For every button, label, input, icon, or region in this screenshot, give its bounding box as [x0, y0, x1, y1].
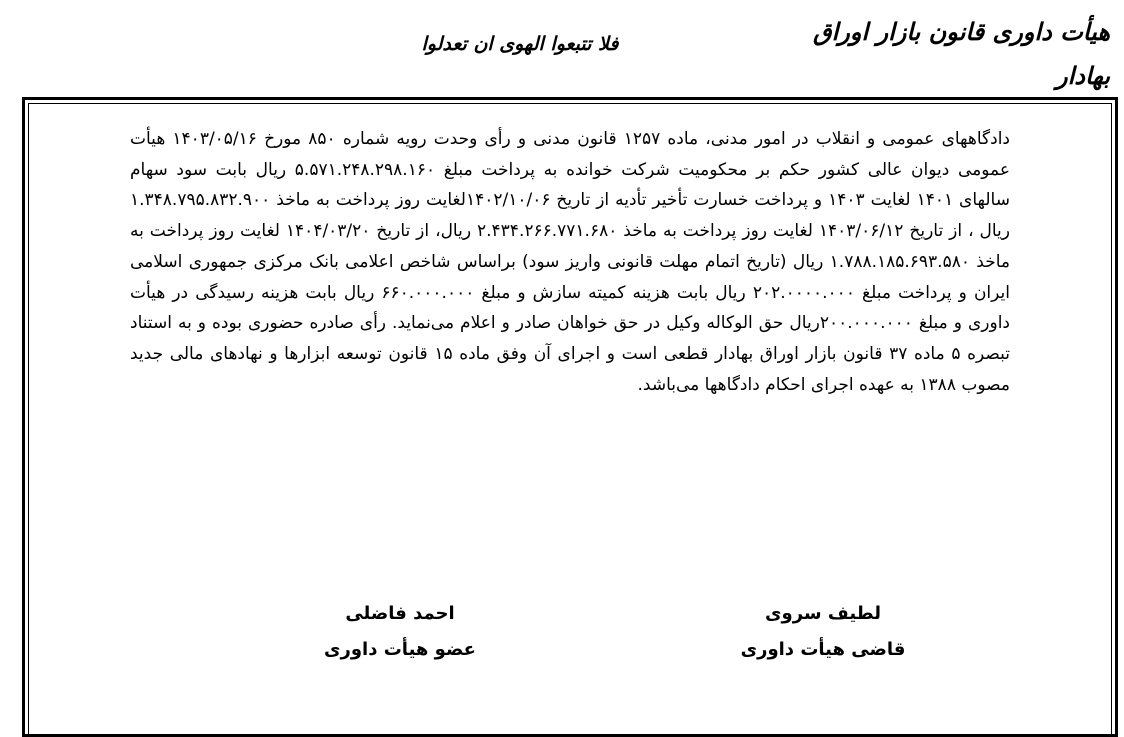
- ruling-text: [130, 124, 1010, 400]
- signature-member: [270, 596, 530, 668]
- signature-name: لطیف سروی: [765, 603, 881, 624]
- signature-name: احمد فاضلی: [345, 603, 455, 624]
- ruling-paragraph: دادگاههای عمومی و انقلاب در امور مدنی، ماده ۱۲۵۷ قانون مدنی و رأی وحدت رویه شماره ۸۵۰ مورخ ۱۴۰۳/۰۵/۱۶ هیأت عمومی دیوان عالی کشور حکم بر محکومیت شرکت خوانده به پرداخت مبلغ ۵.۵۷۱.۲۴۸.۲۹۸.۱۶۰ ریال بابت سود سهام سالهای ۱۴۰۱ لغایت ۱۴۰۳ و پرداخت خسارت تأخیر تأدیه از تاریخ ۱۴۰۲/۱۰/۰۶لغایت روز پرداخت به ماخذ ۱.۳۴۸.۷۹۵.۸۳۲.۹۰۰ ریال ، از تاریخ ۱۴۰۳/۰۶/۱۲ لغایت روز پرداخت به ماخذ ۲.۴۳۴.۲۶۶.۷۷۱.۶۸۰ ریال، از تاریخ ۱۴۰۴/۰۳/۲۰ لغایت روز پرداخت به ماخذ ۱.۷۸۸.۱۸۵.۶۹۳.۵۸۰ ریال (تاریخ اتمام مهلت قانونی واریز سود) براساس شاخص اعلامی بانک مرکزی جمهوری اسلامی ایران و پرداخت مبلغ ۲۰۲.۰۰۰۰.۰۰۰ ریال بابت هزینه کمیته سازش و مبلغ ۶۶۰.۰۰۰.۰۰۰ ریال بابت هزینه رسیدگی در هیأت داوری و مبلغ ۲۰۰.۰۰۰.۰۰۰ریال حق الوکاله وکیل در حق خواهان صادر و اعلام می‌نماید. رأی صادره حضوری بوده و به استناد تبصره ۵ ماده ۳۷ قانون بازار اوراق بهادار قطعی است و اجرای آن وفق ماده ۱۵ قانون توسعه ابزارها و نهادهای مالی جدید مصوب ۱۳۸۸ به عهده اجرای احکام دادگاهها می‌باشد.: [130, 129, 1011, 395]
- signature-judge: [693, 596, 953, 668]
- motto-text: فلا تتبعوا الهوی ان تعدلوا: [421, 33, 619, 55]
- signature-title: قاضی هیأت داوری: [740, 639, 906, 660]
- signature-title: عضو هیأت داوری: [324, 639, 476, 660]
- organization-title: هیأت داوری قانون بازار اوراق بهادار: [812, 17, 1110, 90]
